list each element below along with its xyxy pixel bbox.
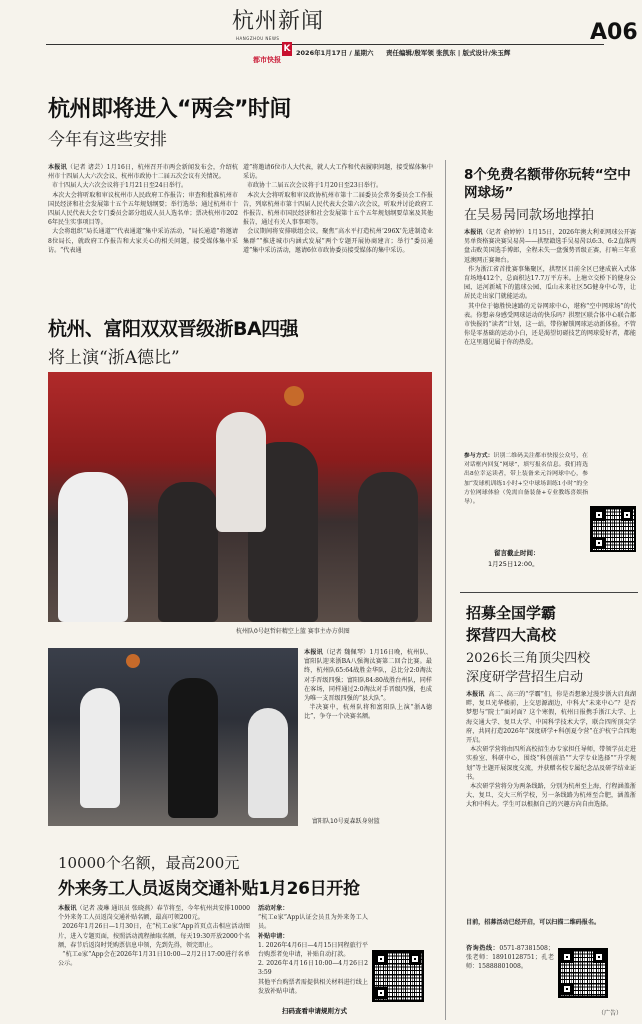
basketball-icon-2 — [126, 654, 140, 668]
article2-subhead: 将上演“浙A德比” — [48, 348, 180, 368]
article5-closing: 目前，招募活动已经开启，可以扫描二维码报名。 — [466, 919, 601, 926]
article3-col1 — [58, 904, 250, 1020]
article4-headline-text: 8个免费名额带你玩转“空中网球场” — [464, 167, 631, 201]
deadline-label: 留言截止时间： — [494, 549, 540, 557]
qr-caption: 扫码查看申请规则方式 — [282, 1007, 347, 1015]
player-white-jersey-2 — [216, 412, 266, 532]
article5-body — [466, 690, 636, 916]
article1-headline: 杭州即将进入“两会”时间 — [48, 97, 291, 122]
article4-join — [464, 452, 588, 548]
article2-headline: 杭州、富阳双双晋级浙BA四强 — [48, 318, 299, 340]
qr-code-icon[interactable] — [372, 950, 424, 1002]
player-dark-jersey-1 — [158, 482, 218, 622]
article5-byline: 本报讯 — [466, 691, 485, 698]
article5-headline-line1: 招募全国学霸 — [466, 604, 557, 622]
article4-byline: 本报讯 — [464, 229, 483, 236]
brand-logo: 都市快报 — [253, 56, 281, 64]
article1-col2: 道”将邀请6位市人大代表，就人大工作和代表履职问题，接受媒体集中采访。 市政协十二届五次会议将于1月20日至23日举行。 本次大会将听取和审议政协杭州市第十二届委员会常务委员会工作报告，列席杭州市第十四届人民代表大会第六次会议，听取并讨论政府工作报告、杭州市国民经济和社会发展第十五个五年规划纲要草案及其他报告，通过有关人事事项等。 会议期间将安排联组会议，聚焦“高水平打造杭州‘296X’先进制造业集群”“推进城市内涵式发展”两个专题开展协商建言；举行“委员通道”集中采访活动，邀请6位市政协委员接受媒体的集中采访。 — [243, 164, 433, 254]
qr-code-icon-tennis[interactable] — [590, 506, 636, 552]
article4-headline — [464, 166, 639, 202]
article1-col1-text: （记者 诸芸）1月16日，杭州召开市两会新闻发布会，介绍杭州市十四届人大六次会议、杭州市政协十二届五次会议有关情况。 市十四届人大六次会议将于1月21日至24日举行。 本次大会将听取和审议杭州市人民政府工作报告；审查和批准杭州市国民经济和社会发展第十五个五年规划纲要；举行选举；通过杭州市十四届人民代表大会专门委员会部分组成人员人选名单；票决杭州市2026年民生实事项目等。 大会将组织“局长通道”“代表通道”集中采访活动，“局长通道”将邀请8位局长，就政府工作报告和大家关心的相关问题，接受媒体集中采访。“代表通 — [48, 164, 238, 254]
masthead — [0, 0, 642, 62]
article2-byline: 本报讯 — [304, 649, 323, 656]
activity-label: 活动对象： — [258, 905, 289, 912]
article1-subhead: 今年有这些安排 — [48, 130, 167, 150]
join-label: 参与方式： — [464, 453, 494, 459]
en-tagline: HANGZHOU NEWS — [236, 36, 280, 41]
article2-body-text: （记者 魏佩琴）1月16日晚，杭州队、富阳队迎来浙BA八强淘汰赛第二回合比赛。最终，杭州队65:64战胜金华队，总比分2:0淘汰对手晋级四强；富阳队84:80战胜台州队，同样在客场，同样通过2:0淘汰对手晋级四强，也成为唯一支晋级四强的“县大队”。 半决赛中，杭州队将和富阳队上演“浙A德比”，争夺一个决赛名额。 — [304, 649, 432, 721]
article4-subhead: 在吴易昺同款场地撑拍 — [464, 208, 595, 223]
apply-text: 1. 2026年4月6日—4月15日同程旅行平台购票者免申请，补贴自动打款。 2. 2026年4月16日10:00—4月26日23:59 其他平台购票者需提供相关材料进行线上发放补贴申请。 — [258, 941, 368, 995]
ad-tag: （广告） — [598, 1010, 623, 1017]
article5-subhead-line2: 深度研学营招生启动 — [466, 670, 584, 685]
article3-kicker: 10000个名额，最高200元 — [58, 854, 240, 872]
apply-label: 补贴申请： — [258, 932, 289, 940]
player-black-jersey — [168, 678, 218, 818]
section-title: 杭州新闻 — [232, 9, 325, 34]
join-text: 识别二维码关注都市快报公众号，在对话框内回复“网球”，填写报名信息。我们将选出8位幸运读者，带上装备来元谷网球中心，参加“发球机训练1小时+空中球场训练1小时”的全方位网球体验（免需自备装备+专业教练喜娱指导）。 — [464, 453, 588, 506]
article3-byline: 本报讯 — [58, 905, 77, 912]
qr-code-icon-study[interactable] — [558, 948, 608, 998]
article4-body-text: （记者 俞婷婷）1月15日，2026年澳大利亚网球公开赛男单资格赛决赛吴易昺——拱墅籍选手吴易昺以6:3、6:2直落两盘击败美国选手博郎，全程未失一盘强势晋级正赛，打响三年重返澳网正赛舞台。 作为浙江省首批赛事集聚区，拱墅区目前全区已建成嵌入式体育场地412个，总面积达17.7万平方米。上塘立交桥下的健身公园、运河新城下的篮球公园、瓜山未来社区5G健身中心等，让居民走出家门就能运动。 其中位于德胜快速路的元谷网球中心，堪称“空中网球场”的代表。你想亲身感受网球运动的快乐吗？拱墅区联合体中心联合都市快报的“读者”计划，这一站，带你解锁网球运动新体验。不管你是零基础的运动小白，还是渴望切磋技艺的网球爱好者，都能在这里遇见属于你的热爱。 — [464, 229, 636, 347]
editor-line: 责任编辑/殷军领 张凯东 | 版式设计/朱玉辉 — [386, 49, 511, 57]
article5-body-text: 高二、高三的“学霸”们，你是否想象过漫步浙大启真湖畔，复旦光华楼前，上交思源湖边，中科大“未来中心”？是否梦想与“院士”面对面？这个寒假，杭州日报携手浙江大学、上海交通大学、复旦大学、中国科学技术大学，联合四所顶尖学府，共同打造2026年“深度研学+科创夏令营”在沪杭宁合四地开启。 本次研学营将由四所高校招生办专家担任导师，带领学员走进实验室、科研中心，围绕“科创前沿”“大学专业选择”“升学规划”等主题开展深度交流，并获赠名校专属纪念品及研学结业证书。 本次研学营将分为两条线路，分别为杭州至上海，行程涵盖浙大、复旦、交大三所学校，另一条线路为杭州至合肥，涵盖浙大和中科大。学生可以根据自己的兴趣方向自由选择。 — [466, 691, 636, 809]
article5-contact — [466, 944, 554, 1020]
photo1-caption: 杭州队0号赵哲轩精空上篮 赛事主办方供图 — [236, 628, 350, 635]
article1-col1 — [48, 163, 238, 313]
date-line: 2026年1月17日 / 星期六 — [296, 49, 374, 57]
basketball-photo-2 — [48, 648, 298, 826]
article3-col2 — [258, 904, 368, 1004]
article3-headline: 外来务工人员返岗交通补贴1月26日开抢 — [58, 879, 360, 899]
basketball-photo-1 — [48, 372, 432, 622]
column-separator — [445, 160, 446, 1020]
k-logo-icon: K — [283, 44, 291, 54]
activity-text: “杭工e家”App认证会员且为外来务工人员。 — [258, 914, 368, 931]
deadline-text: 1月25日12:00。 — [488, 560, 539, 568]
article5-subhead-line1: 2026长三角顶尖四校 — [466, 651, 591, 666]
player-white-jersey-4 — [248, 708, 288, 818]
photo2-caption: 富阳队10号夏森跃身射篮 — [312, 818, 380, 825]
contact-text: 0571-87381508；张老师：18910128751；孔老师：15888801008。 — [466, 945, 554, 971]
masthead-underline — [46, 44, 604, 45]
article2-body — [304, 648, 432, 812]
page-number: A06 — [590, 20, 638, 45]
contact-label: 咨询热线： — [466, 945, 500, 952]
player-white-jersey — [58, 472, 128, 622]
right-column-divider — [460, 592, 638, 593]
article3-col1-text: （记者 凌琳 通讯员 张晓燕）春节将至，今年杭州共安排10000个外来务工人员返岗交通补贴名额，最高可领200元。 2026年1月26日—1月30日，在“杭工e家”App首页点击相应活动图片，进入专题页面，按照活动流程抽取名额，每天19:30开放2000个名额，春节后返岗时凭购票信息申领，先到先得，领完即止。 “杭工e家”App会在2026年1月31日10:00—2月2日17:00进行名单公示。 — [58, 905, 250, 968]
player-white-jersey-3 — [80, 688, 120, 808]
basketball-icon — [284, 386, 304, 406]
article4-body — [464, 228, 636, 450]
player-dark-jersey-3 — [358, 472, 418, 622]
article1-byline: 本报讯 — [48, 164, 67, 171]
article5-headline-line2: 探营四大高校 — [466, 626, 557, 644]
